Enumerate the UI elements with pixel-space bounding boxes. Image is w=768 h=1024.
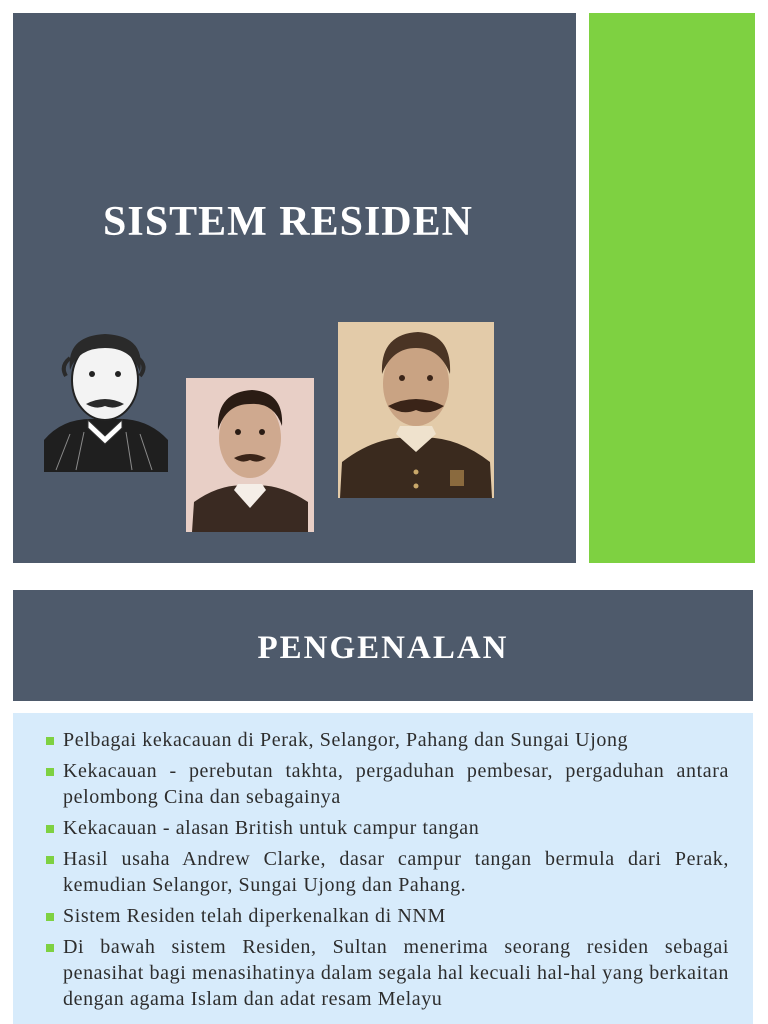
portrait-1-image [36, 322, 174, 472]
slide-title: SISTEM RESIDEN [103, 199, 473, 245]
portrait-3-image [338, 322, 494, 498]
bullet-content-box [13, 713, 753, 1024]
bullet-item: Hasil usaha Andrew Clarke, dasar campur tangan bermula dari Perak, kemudian Selangor, Sungai Ujong dan Pahang. [63, 848, 729, 896]
accent-green-panel [589, 13, 755, 563]
bullet-item: Pelbagai kekacauan di Perak, Selangor, Pahang dan Sungai Ujong [63, 727, 729, 753]
bullet-list [13, 713, 753, 1012]
section-heading: PENGENALAN [257, 630, 509, 666]
bullet-item: Sistem Residen telah diperkenalkan di NNM [63, 903, 729, 929]
portrait-2-image [186, 378, 314, 532]
bullet-item: Di bawah sistem Residen, Sultan menerima seorang residen sebagai penasihat bagi menasihatinya dalam segala hal kecuali hal-hal yang berkaitan dengan agama Islam dan adat resam Melayu [63, 936, 729, 1010]
bullet-item: Kekacauan - alasan British untuk campur tangan [63, 815, 729, 841]
bullet-item: Kekacauan - perebutan takhta, pergaduhan pembesar, pergaduhan antara pelombong Cina dan sebagainya [63, 760, 729, 808]
